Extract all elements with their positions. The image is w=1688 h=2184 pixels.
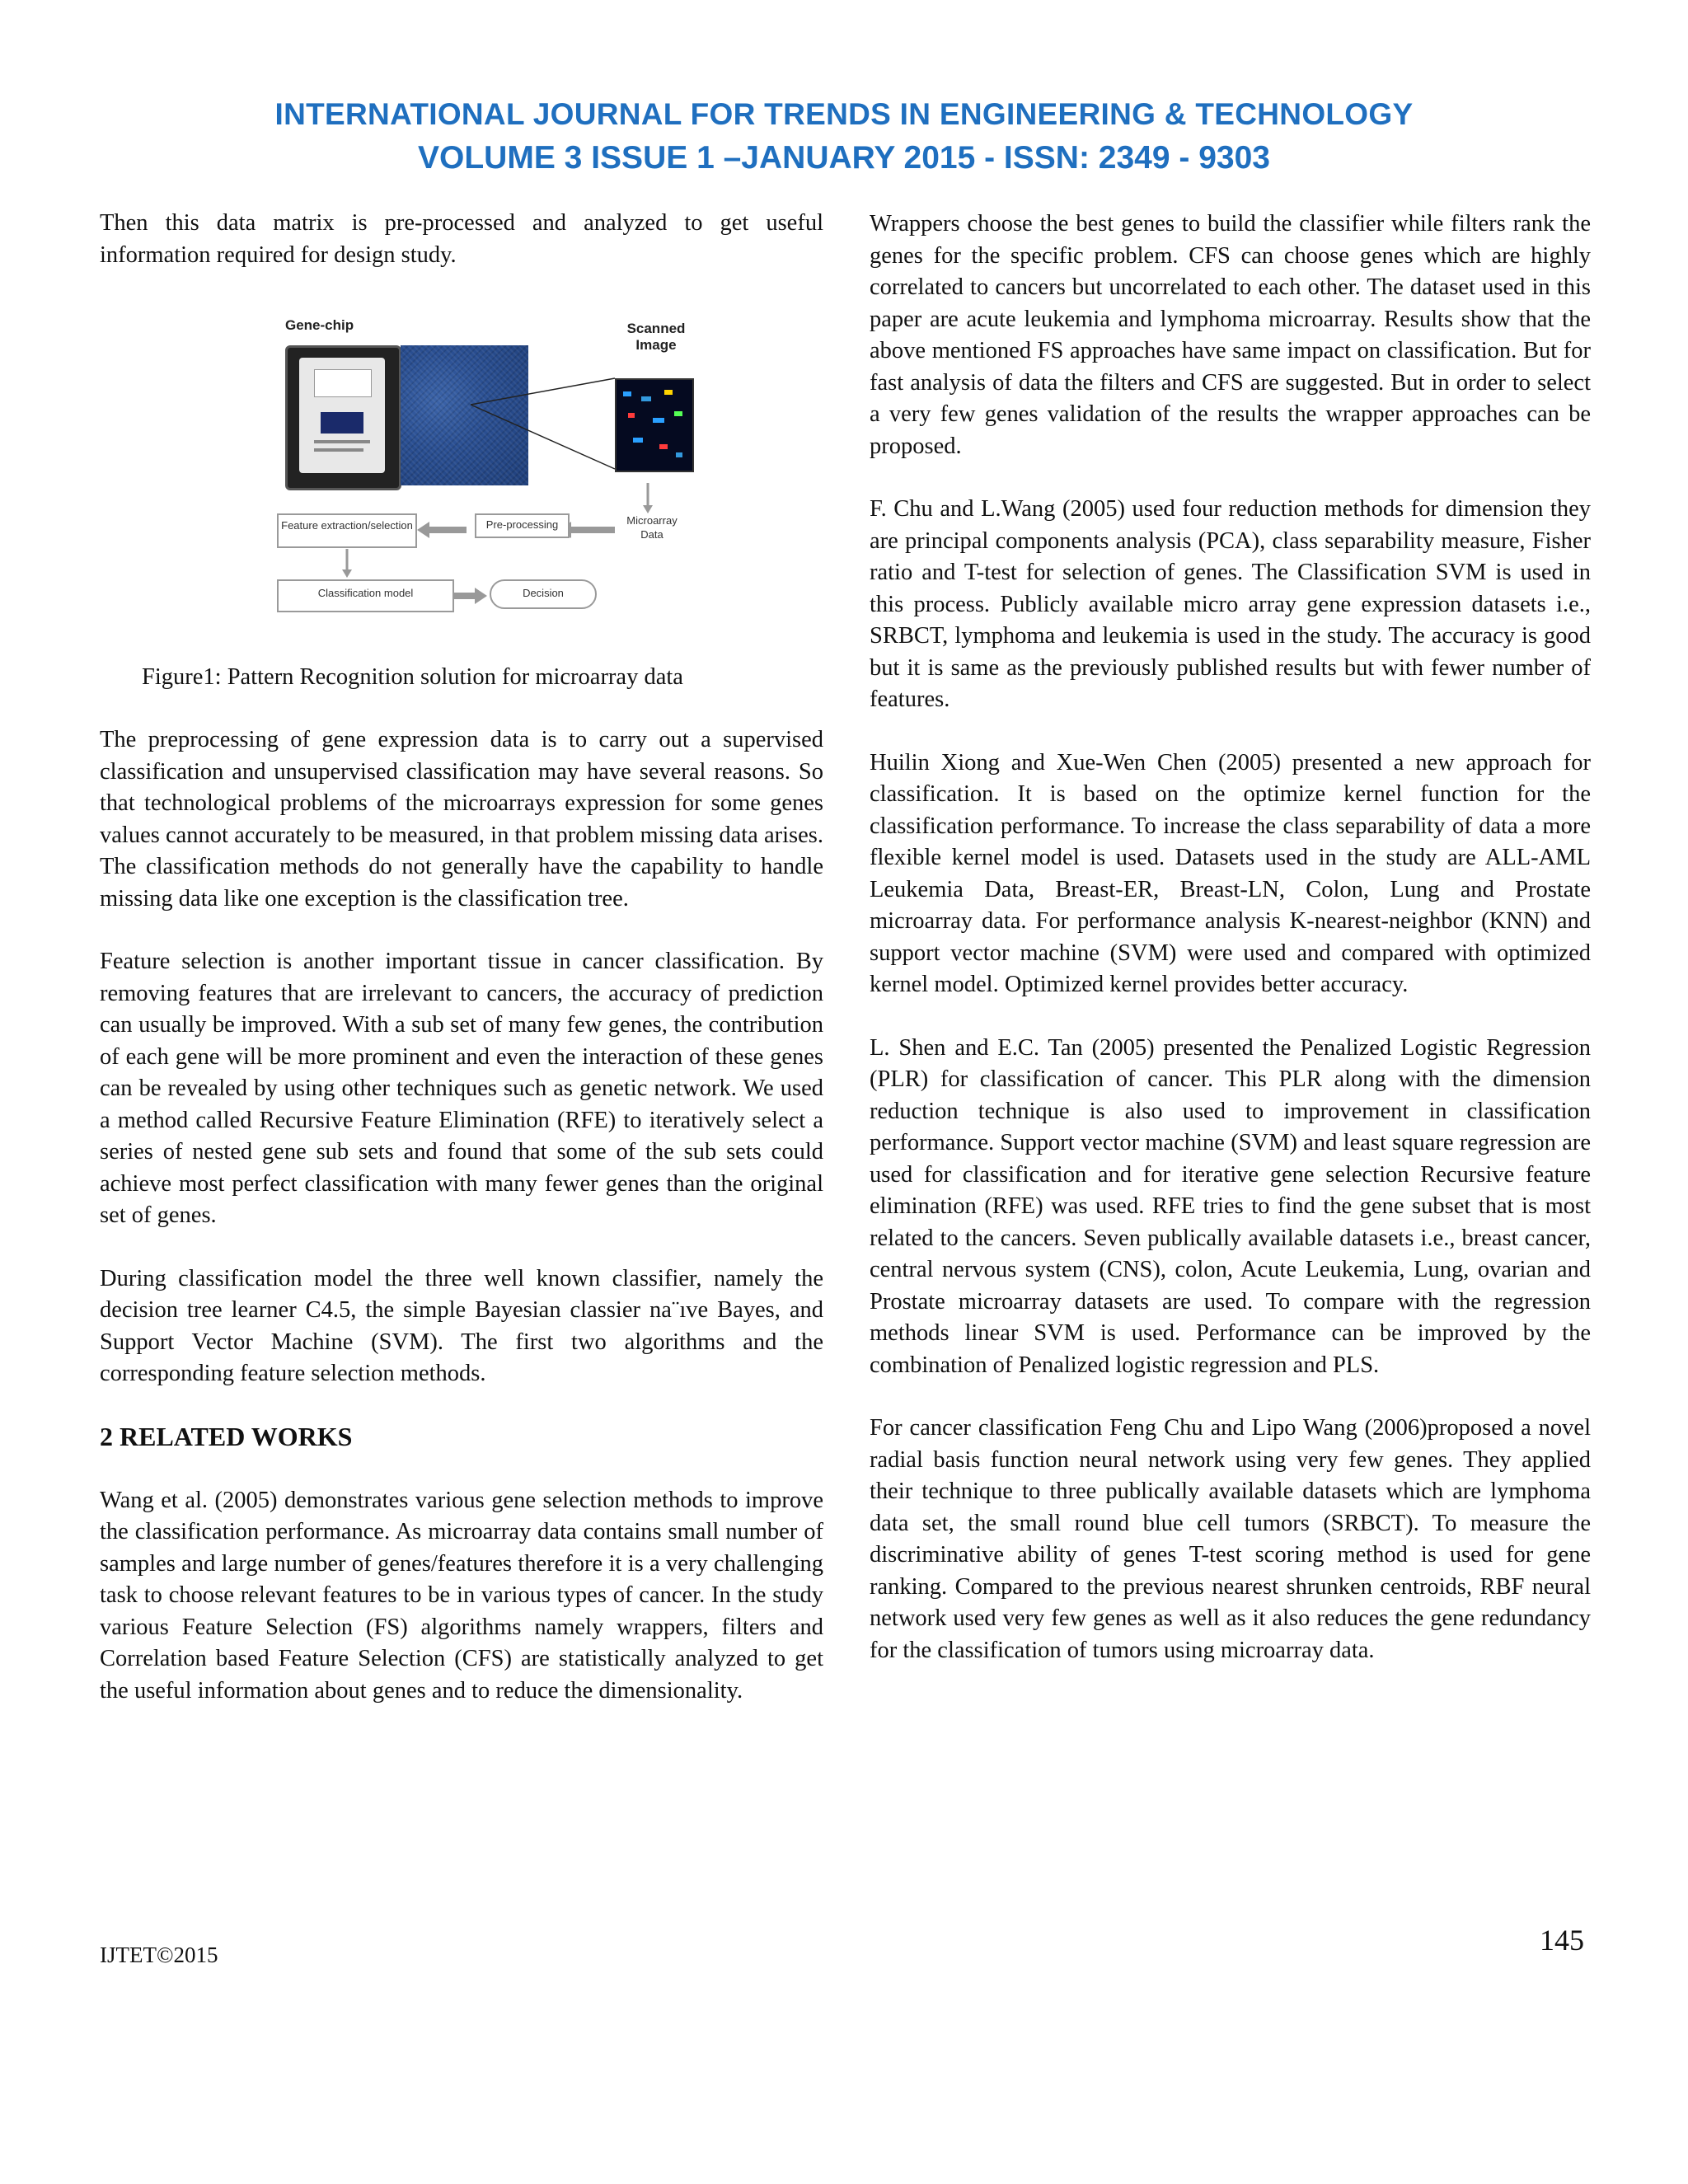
- right-column: [870, 209, 1591, 1698]
- decision-box: Decision: [490, 579, 597, 609]
- paragraph: L. Shen and E.C. Tan (2005) presented the Penalized Logistic Regression (PLR) for classification of cancer. This PLR along with the dimension reduction technique is also used to improvement in classification performance. Support vector machine (SVM) and least square regression are used for classification and for iterative gene selection Recursive feature elimination (RFE) was used. RFE tries to find the gene subset that is most related to the cancers. Seven publically available datasets i.e., breast cancer, central nervous system (CNS), colon, Acute Leukemia, Lung, ovarian and Prostate microarray datasets are used. To compare with the regression methods linear SVM is used. Performance can be improved by the combination of Penalized logistic regression and PLS.: [870, 1034, 1591, 1378]
- gene-chip-label: Gene-chip: [285, 317, 354, 333]
- paragraph: Wrappers choose the best genes to build the classifier while filters rank the genes for the specific problem. CFS can choose genes which are highly correlated to cancers but uncorrelated to each other. The dataset used in this paper are acute leukemia and lymphoma microarray. Results show that the above mentioned FS approaches have same impact on classification. But for fast analysis of data the filters and CFS are suggested. But in order to select a very few genes validation of the results the wrapper approaches can be proposed.: [870, 211, 1591, 459]
- figure-pattern-recognition: [269, 314, 697, 611]
- paragraph: Wang et al. (2005) demonstrates various gene selection methods to improve the classification performance. As microarray data contains small number of samples and large number of genes/features therefore it is a very challenging task to choose relevant features to be in various types of cancer. In the study various Feature Selection (FS) algorithms namely wrappers, filters and Correlation based Feature Selection (CFS) are statistically analyzed to get the useful information about genes and to reduce the dimensionality.: [100, 1487, 823, 1704]
- paragraph: For cancer classification Feng Chu and Lipo Wang (2006)proposed a novel radial basis function neural network using very few genes. They applied their technique to three publically available datasets which are lymphoma data set, the small round blue cell tumors (SRBCT). To measure the discriminative ability of genes T-test scoring method is used for gene ranking. Compared to the previous nearest shrunken centroids, RBF neural network used very few genes as well as it also reduces the gene redundancy for the classification of tumors using microarray data.: [870, 1415, 1591, 1663]
- paragraph: Then this data matrix is pre-processed and analyzed to get useful information required for design study.: [100, 210, 823, 268]
- scanned-image: [615, 378, 694, 472]
- journal-volume-issue: VOLUME 3 ISSUE 1 –JANUARY 2015 - ISSN: 2349 - 9303: [418, 140, 1270, 176]
- microarray-data-label: Microarray Data: [626, 514, 678, 541]
- classification-model-box: Classification model: [277, 579, 454, 612]
- journal-title: INTERNATIONAL JOURNAL FOR TRENDS IN ENGINEERING & TECHNOLOGY: [274, 97, 1414, 131]
- feature-extraction-box: Feature extraction/selection: [277, 513, 417, 548]
- paragraph: The preprocessing of gene expression data is to carry out a supervised classification and unsupervised classification may have several reasons. So that technological problems of the microarrays expression for some genes values cannot accurately to be measured, in that problem missing data arises. The classification methods do not generally have the capability to handle missing data like one exception is the classification tree.: [100, 727, 823, 912]
- left-column: [100, 208, 823, 1738]
- figure-caption: Figure1: Pattern Recognition solution for microarray data: [142, 664, 683, 690]
- section-heading: 2 RELATED WORKS: [100, 1421, 353, 1451]
- footer-copyright: IJTET©2015: [100, 1943, 218, 1967]
- pre-processing-box: Pre-processing: [475, 513, 570, 538]
- page-number: 145: [1540, 1924, 1584, 1957]
- scanned-image-label: Scanned Image: [626, 321, 686, 353]
- paragraph: F. Chu and L.Wang (2005) used four reduction methods for dimension they are principal components analysis (PCA), class separability measure, Fisher ratio and T-test for selection of genes. The Classification SVM is used in this process. Publicly available micro array gene expression datasets i.e., SRBCT, lymphoma and leukemia is used in the study. The accuracy is good but it is same as the previously published results but with fewer number of features.: [870, 496, 1591, 712]
- paragraph: Huilin Xiong and Xue-Wen Chen (2005) presented a new approach for classification. It is based on the optimize kernel function for the classification performance. To increase the class separability of data a more flexible kernel model is used. Datasets used in the study are ALL-AML Leukemia Data, Breast-ER, Breast-LN, Colon, Lung and Prostate microarray data. For performance analysis K-nearest-neighbor (KNN) and support vector machine (SVM) were used and compared with optimized kernel model. Optimized kernel provides better accuracy.: [870, 749, 1591, 997]
- paragraph: Feature selection is another important tissue in cancer classification. By removing features that are irrelevant to cancers, the accuracy of prediction can usually be improved. With a sub set of many few genes, the contribution of each gene will be more prominent and even the interaction of these genes can be revealed by using other techniques such as genetic network. We used a method called Recursive Feature Elimination (RFE) to iteratively select a series of nested gene sub sets and found that some of the sub sets could achieve most perfect classification with many fewer genes than the original set of genes.: [100, 949, 823, 1228]
- paragraph: During classification model the three well known classifier, namely the decision tree learner C4.5, the simple Bayesian classier na¨ıve Bayes, and Support Vector Machine (SVM). The first two algorithms and the corresponding feature selection methods.: [100, 1265, 823, 1386]
